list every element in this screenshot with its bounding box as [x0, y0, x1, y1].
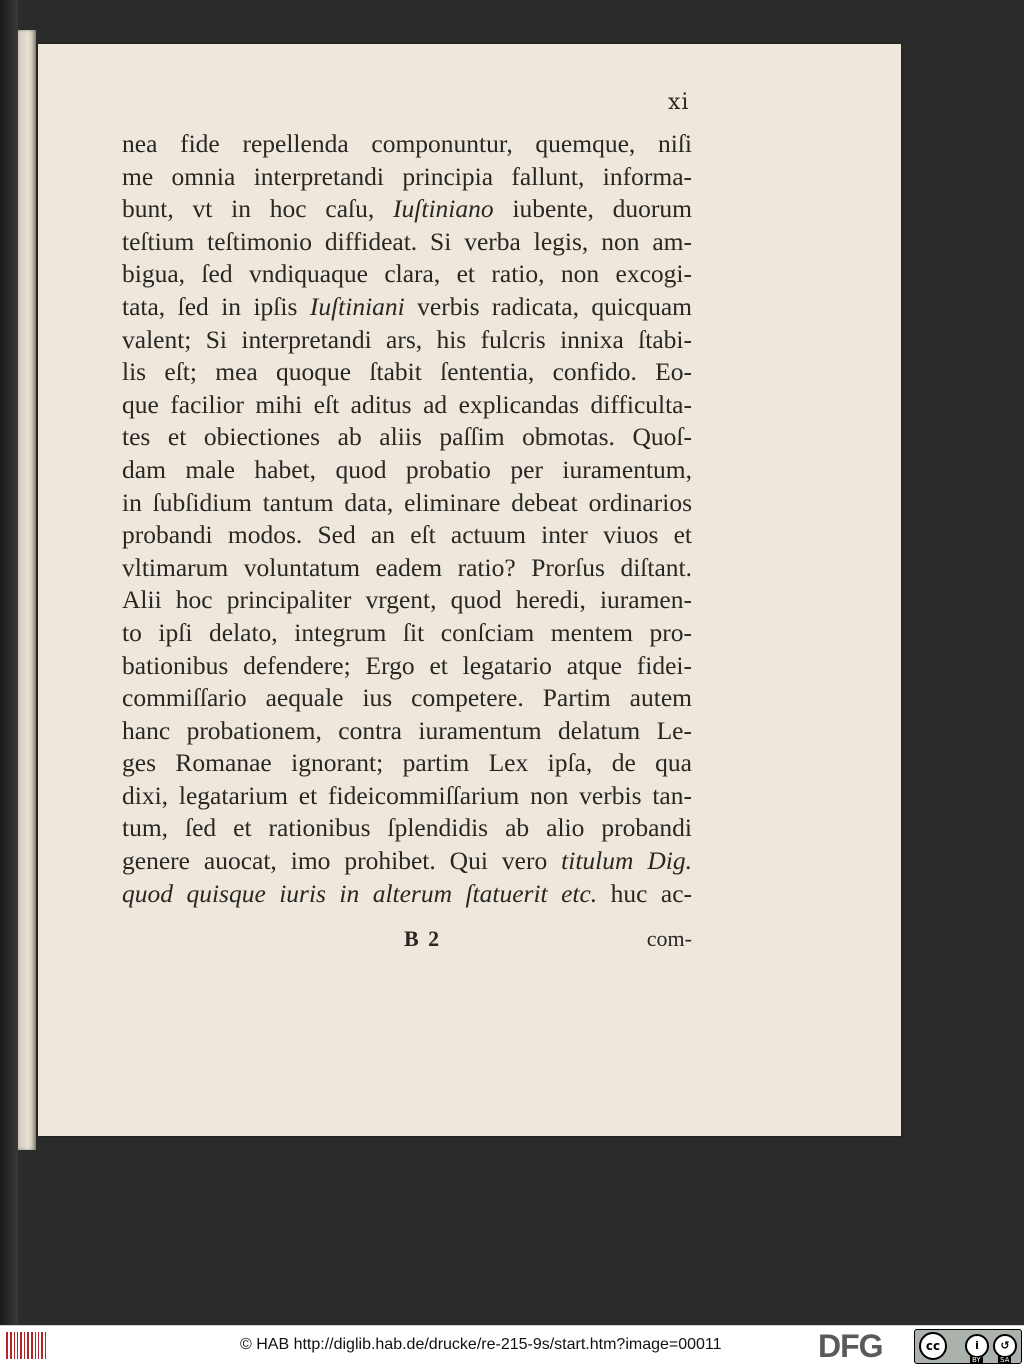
text-line: teſtium teſtimonio diffideat. Si verba legis, non am-	[122, 226, 692, 256]
text-line: tes et obiectiones ab aliis paſſim obmotas. Quoſ-	[122, 422, 692, 452]
text-line: me omnia interpretandi principia fallunt, informa-	[122, 161, 692, 191]
text-line: tum, ſed et rationibus ſplendidis ab alio probandi	[122, 813, 692, 843]
page-number: xi	[668, 90, 690, 115]
text-segment: verbis radicata, quicquam	[404, 291, 692, 321]
text-segment: tata, ſed in ipſis	[122, 291, 310, 321]
text-line: dam male habet, quod probatio per iuramentum,	[122, 454, 692, 484]
text-line: hanc probationem, contra iuramentum delatum Le-	[122, 715, 692, 745]
page-footer-line	[122, 926, 692, 952]
text-line: commiſſario aequale ius competere. Partim autem	[122, 683, 692, 713]
text-line	[122, 193, 692, 226]
dfg-logo: DFG	[818, 1328, 883, 1364]
text-segment: genere auocat, imo prohibet. Qui vero	[122, 846, 562, 876]
text-line	[122, 291, 692, 324]
text-line: que facilior mihi eſt aditus ad explicandas difficulta-	[122, 389, 692, 419]
library-barcode-logo	[6, 1332, 46, 1359]
cc-icon: cc	[919, 1332, 947, 1360]
text-line: bigua, ſed vndiquaque clara, et ratio, non excogi-	[122, 259, 692, 289]
text-segment: bunt, vt in hoc caſu,	[122, 194, 394, 224]
creative-commons-license-badge[interactable]	[914, 1329, 1022, 1364]
copyright-link[interactable]: © HAB http://diglib.hab.de/drucke/re-215-9s/start.htm?image=00011	[240, 1336, 722, 1353]
attribution-icon: i	[965, 1334, 989, 1358]
catchword: com-	[646, 926, 692, 951]
text-line: bationibus defendere; Ergo et legatario atque fidei-	[122, 650, 692, 680]
text-line: to ipſi delato, integrum ſit conſciam mentem pro-	[122, 617, 692, 647]
text-line: nea fide repellenda componuntur, quemque, niſi	[122, 129, 692, 158]
printer-signature: B 2	[404, 926, 442, 951]
text-line: probandi modos. Sed an eſt actuum inter viuos et	[122, 520, 692, 550]
italic-text: quod quisque iuris in alterum ſtatuerit etc.	[122, 878, 598, 908]
text-line: dixi, legatarium et fideicommiſſarium non verbis tan-	[122, 780, 692, 810]
viewer-footer	[0, 1325, 1024, 1365]
page-text	[122, 128, 692, 910]
text-line: in ſubſidium tantum data, eliminare debeat ordinarios	[122, 487, 692, 517]
sa-label: SA	[1000, 1356, 1010, 1364]
text-line	[122, 878, 692, 911]
text-line: Alii hoc principaliter vrgent, quod heredi, iuramen-	[122, 585, 692, 615]
text-line: vltimarum voluntatum eadem ratio? Prorſus diſtant.	[122, 552, 692, 582]
previous-page-edge	[18, 30, 36, 1150]
book-spine-edge	[0, 0, 18, 1325]
share-alike-icon: ↺	[993, 1334, 1017, 1358]
text-line: lis eſt; mea quoque ſtabit ſententia, confido. Eo-	[122, 357, 692, 387]
italic-text: Iuſtiniano	[393, 194, 494, 224]
italic-text: titulum Dig.	[561, 846, 692, 876]
by-label: BY	[972, 1356, 981, 1364]
text-line	[122, 845, 692, 878]
italic-text: Iuſtiniani	[309, 291, 405, 321]
text-segment: huc ac-	[597, 878, 693, 908]
text-line: ges Romanae ignorant; partim Lex ipſa, de qua	[122, 748, 692, 778]
text-segment: iubente, duorum	[493, 194, 692, 224]
text-line: valent; Si interpretandi ars, his fulcris innixa ſtabi-	[122, 324, 692, 354]
